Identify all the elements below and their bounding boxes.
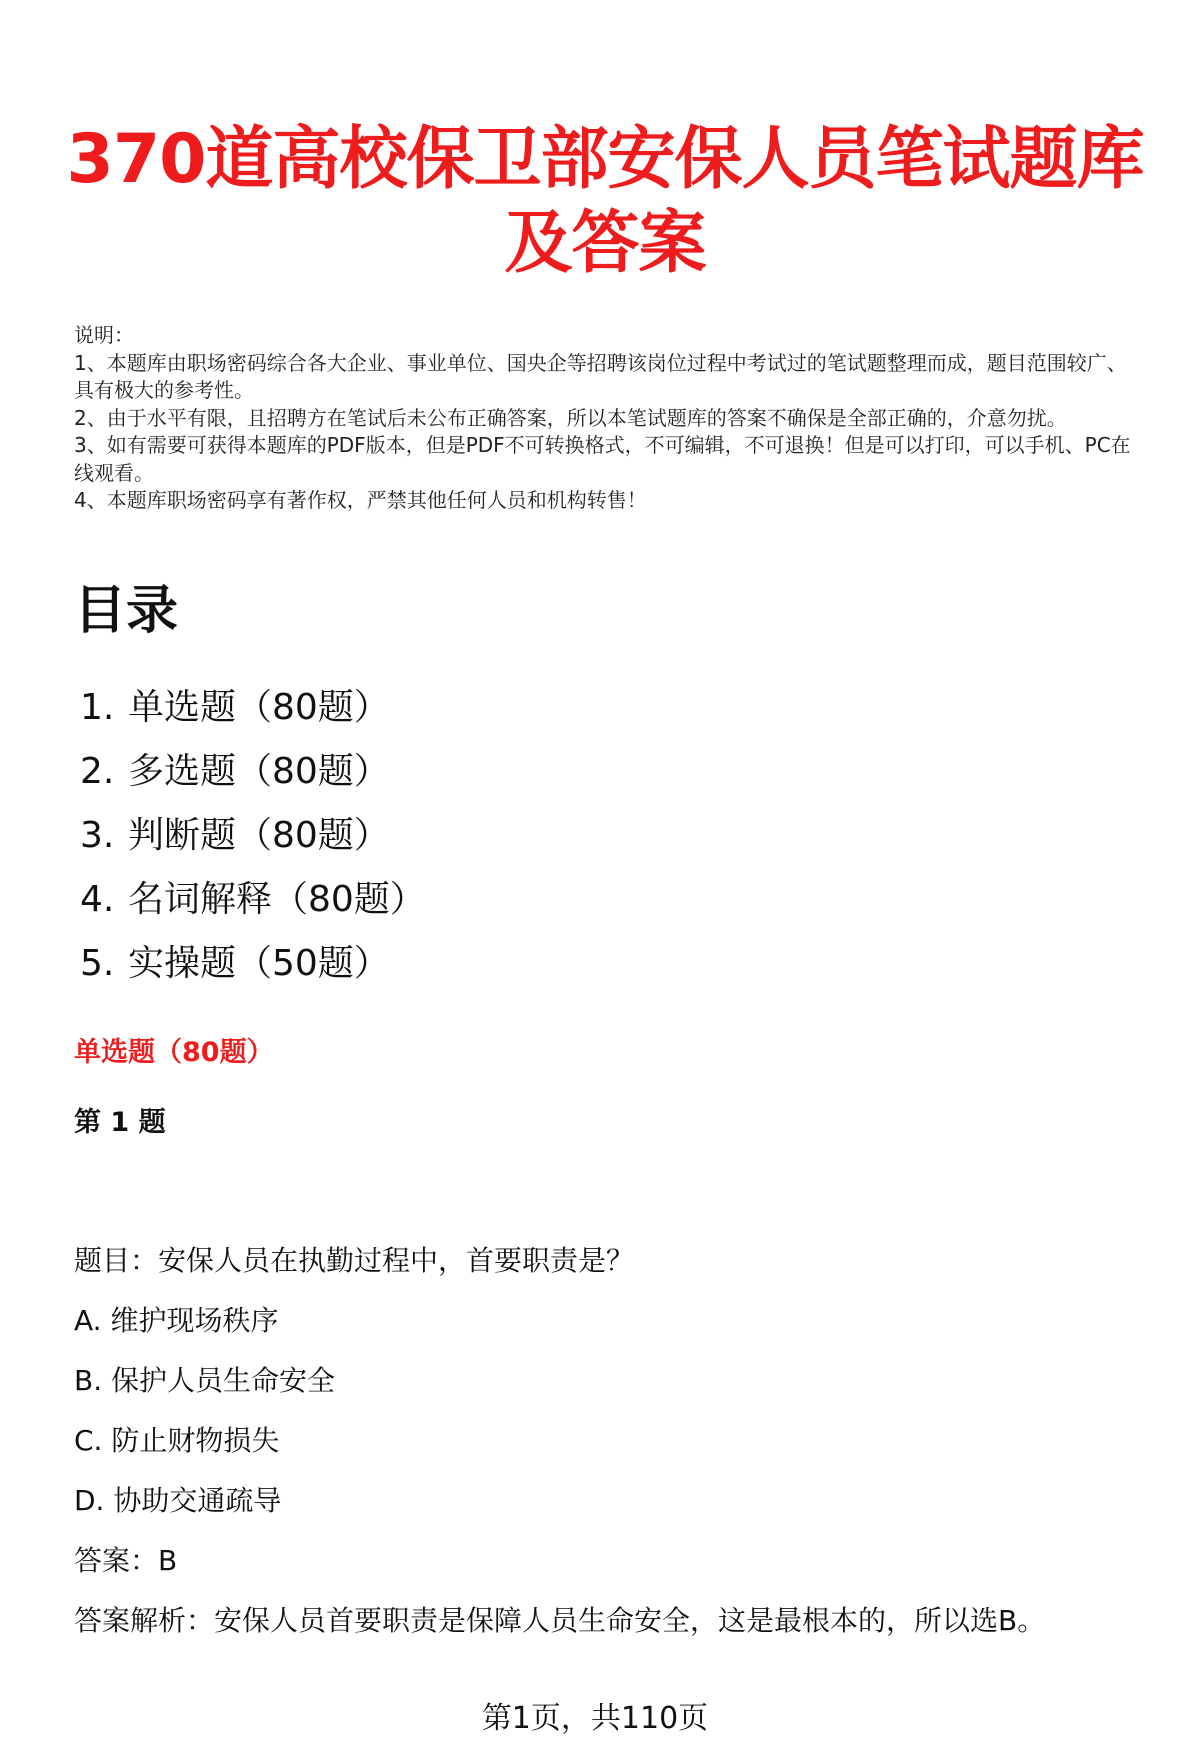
question-number: 第 1 题 — [74, 1107, 166, 1138]
note-item: 2、由于水平有限，且招聘方在笔试后未公布正确答案，所以本笔试题库的答案不确保是全部正确的，介意勿扰。 — [74, 405, 1067, 430]
option-b: B. 保护人员生命安全 — [74, 1364, 336, 1397]
note-item: 4、本题库职场密码享有著作权，严禁其他任何人员和机构转售！ — [74, 488, 647, 512]
toc-item[interactable] — [80, 880, 426, 944]
toc-item[interactable] — [80, 688, 426, 752]
answer: 答案：B — [74, 1544, 178, 1577]
toc-item-number: 5. — [80, 943, 115, 984]
toc-item[interactable] — [80, 944, 426, 1008]
toc-heading: 目录 — [74, 581, 179, 641]
page-footer: 第1页，共110页 — [481, 1701, 709, 1736]
toc-item-label: 多选题（80题） — [128, 751, 390, 792]
toc-item-number: 2. — [80, 751, 115, 792]
toc-item[interactable] — [80, 752, 426, 816]
toc-item-label: 判断题（80题） — [128, 815, 390, 856]
note-item: 1、本题库由职场密码综合各大企业、事业单位、国央企等招聘该岗位过程中考试过的笔试题整理而成，题目范围较广、具有极大的参考性。 — [74, 350, 1127, 402]
toc-item-label: 实操题（50题） — [128, 943, 390, 984]
table-of-contents — [80, 688, 426, 1008]
toc-item[interactable] — [80, 816, 426, 880]
document-title: 370道高校保卫部安保人员笔试题库及答案 — [66, 120, 1144, 283]
section-title: 单选题（80题） — [74, 1037, 274, 1068]
toc-item-label: 名词解释（80题） — [128, 879, 426, 920]
instructions-notes — [74, 322, 1146, 515]
option-a: A. 维护现场秩序 — [74, 1304, 279, 1337]
question-block — [74, 1246, 1045, 1666]
note-item: 3、如有需要可获得本题库的PDF版本，但是PDF不可转换格式，不可编辑，不可退换！但是可以打印，可以手机、PC在线观看。 — [74, 433, 1131, 485]
option-c: C. 防止财物损失 — [74, 1424, 280, 1457]
toc-item-label: 单选题（80题） — [128, 687, 390, 728]
option-d: D. 协助交通疏导 — [74, 1484, 282, 1517]
toc-item-number: 3. — [80, 815, 115, 856]
toc-item-number: 4. — [80, 879, 115, 920]
question-stem: 题目：安保人员在执勤过程中，首要职责是？ — [74, 1244, 635, 1277]
answer-explanation: 答案解析：安保人员首要职责是保障人员生命安全，这是最根本的，所以选B。 — [74, 1604, 1046, 1637]
notes-heading: 说明： — [74, 323, 134, 347]
toc-item-number: 1. — [80, 687, 115, 728]
